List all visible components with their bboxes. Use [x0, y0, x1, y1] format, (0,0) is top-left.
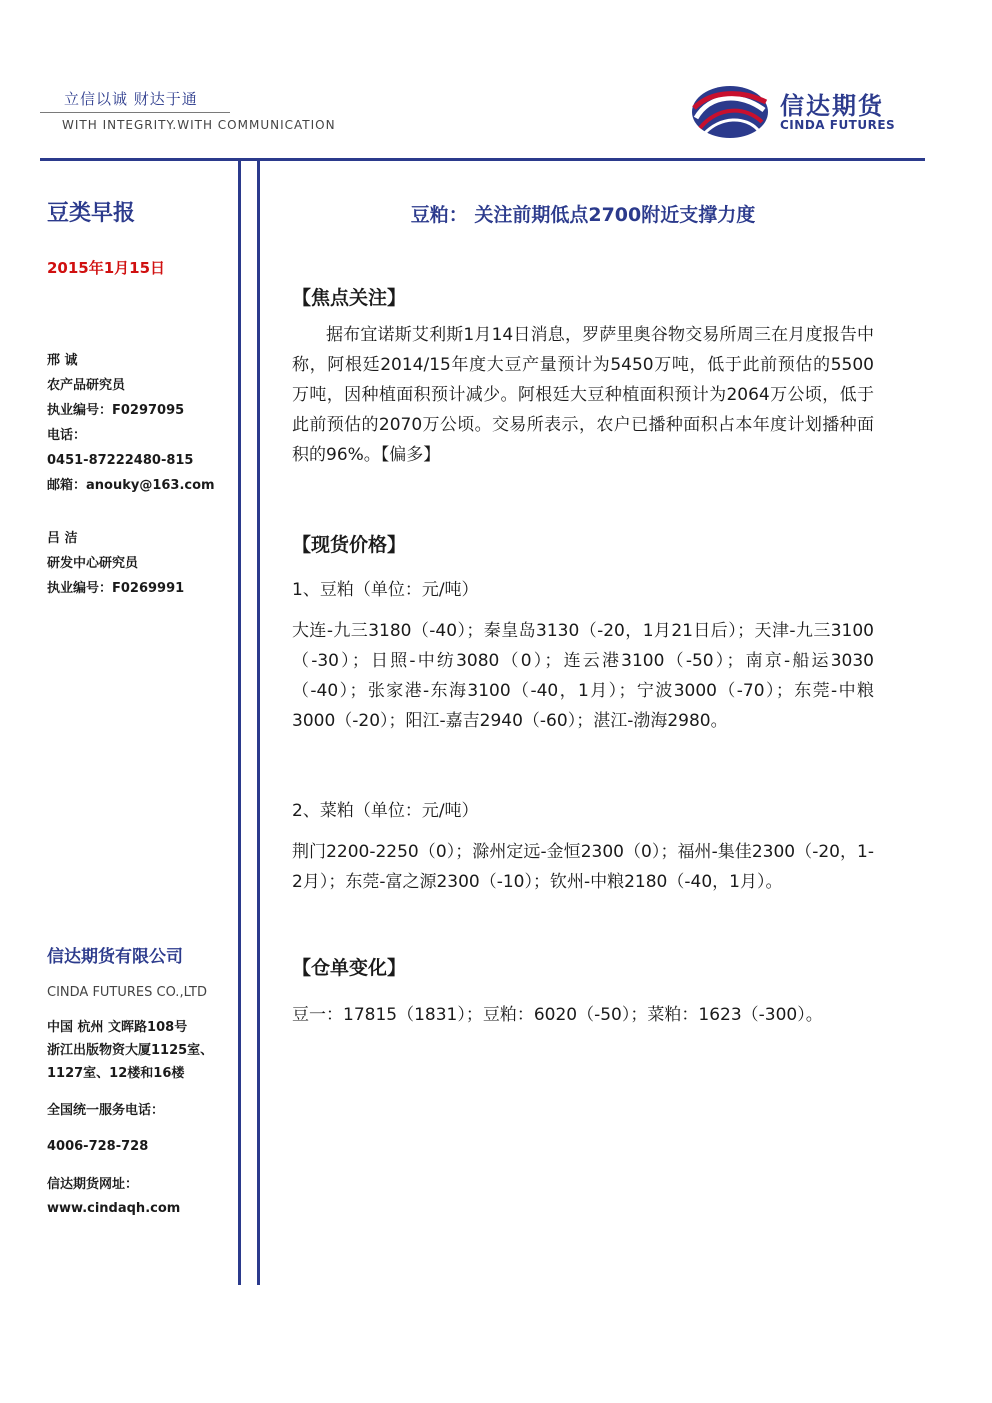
spot-item-label: 2、菜粕（单位：元/吨）: [292, 801, 479, 821]
header-rule: [40, 158, 925, 161]
section-title-focus: 【焦点关注】: [292, 287, 407, 309]
company-info: [47, 942, 237, 1221]
sidebar-divider: [238, 160, 241, 1285]
spot-item-label: 1、豆粕（单位：元/吨）: [292, 580, 479, 600]
hotline-number: 4006-728-728: [47, 1139, 149, 1154]
address-line: 1127室、12楼和16楼: [47, 1066, 185, 1081]
logo-mark-icon: [690, 84, 770, 140]
analyst-phone-label: 电话：: [47, 428, 87, 443]
company-name-cn: 信达期货有限公司: [47, 947, 183, 967]
section-title-warehouse: 【仓单变化】: [292, 957, 407, 979]
address-line: 中国 杭州 文晖路108号: [47, 1020, 188, 1035]
spot-item-body: 大连-九三3180（-40）；秦皇岛3130（-20，1月21日后）；天津-九三3100（-30）；日照-中纺3080（0）；连云港3100（-50）；南京-船运3030（-40）；张家港-东海3100（-40，1月）；宁波3000（-70）；东莞-中粮3000（-20）；阳江-嘉吉2940（-60）；湛江-渤海2980。: [292, 621, 874, 731]
hotline-label: 全国统一服务电话：: [47, 1103, 165, 1118]
spot-item-body: 荆门2200-2250（0）；滁州定远-金恒2300（0）；福州-集佳2300（-20，1-2月）；东莞-富之源2300（-10）；钦州-中粮2180（-40，1月）。: [292, 842, 874, 892]
analyst-role: 农产品研究员: [47, 378, 126, 393]
section-title-spot-prices: 【现货价格】: [292, 534, 407, 556]
website-link[interactable]: www.cindaqh.com: [47, 1201, 181, 1216]
warehouse-paragraph: 豆一：17815（1831）；豆粕：6020（-50）；菜粕：1623（-300）。: [292, 1005, 823, 1025]
analyst-name: 吕 洁: [47, 531, 78, 546]
analyst-license: 执业编号：F0297095: [47, 403, 185, 418]
analyst-card: [47, 348, 232, 498]
report-headline: 豆粕： 关注前期低点2700附近支撑力度: [410, 204, 756, 226]
sidebar-divider-inner: [257, 160, 260, 1285]
sidebar: [47, 196, 232, 601]
analyst-name: 邢 诚: [47, 353, 78, 368]
address-line: 浙江出版物资大厦1125室、: [47, 1043, 214, 1058]
slogan-cn: 立信以诚 财达于通: [64, 90, 198, 108]
company-logo: [690, 84, 930, 140]
logo-text-en: CINDA FUTURES: [780, 118, 896, 132]
slogan-divider: [40, 112, 230, 113]
logo-text-cn: 信达期货: [780, 92, 884, 120]
analyst-role: 研发中心研究员: [47, 556, 139, 571]
company-name-en: CINDA FUTURES CO.,LTD: [47, 985, 207, 1000]
analyst-license: 执业编号：F0269991: [47, 581, 185, 596]
report-type: 豆类早报: [47, 201, 136, 226]
website-block: [47, 1173, 237, 1221]
hotline-block: [47, 1099, 237, 1159]
analyst-card: [47, 526, 232, 601]
analyst-email: 邮箱：anouky@163.com: [47, 478, 215, 493]
focus-paragraph: 据布宜诺斯艾利斯1月14日消息，罗萨里奥谷物交易所周三在月度报告中称，阿根廷2014/15年度大豆产量预计为5450万吨，低于此前预估的5500万吨，因种植面积预计减少。阿根廷大豆种植面积预计为2064万公顷，低于此前预估的2070万公顷。交易所表示，农户已播种面积占本年度计划播种面积的96%。【偏多】: [292, 325, 874, 465]
company-address: [47, 1016, 237, 1085]
report-date: 2015年1月15日: [47, 259, 166, 277]
analyst-phone: 0451-87222480-815: [47, 453, 194, 468]
main-content: [292, 200, 874, 1030]
slogan-en: WITH INTEGRITY.WITH COMMUNICATION: [62, 118, 336, 132]
website-label: 信达期货网址：: [47, 1177, 139, 1192]
